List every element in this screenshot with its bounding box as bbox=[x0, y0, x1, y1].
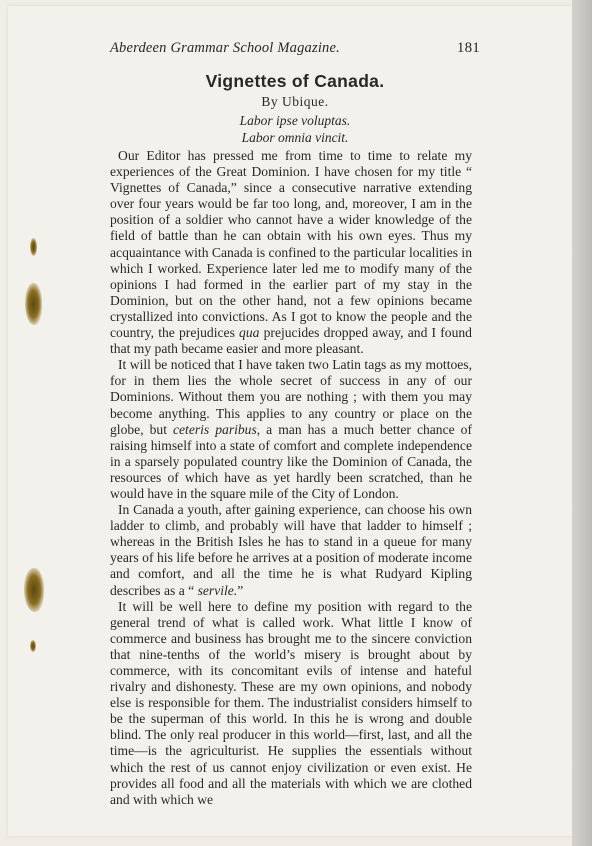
paragraph: Our Editor has pressed me from time to time to relate my experiences of the Great Dominion. I have chosen for my title “ Vignettes of Canada,” since a consecutive narrative extending over four years would be far too long, and, moreover, I am in the position of a soldier who cannot have a wider knowledge of the field of battle than he can obtain with his own eyes. Thus my acquaintance with Canada is confined to the particular localities in which I worked. Experience later led me to modify many of the opinions I had formed in the earlier part of my stay in the Dominion, but on the other hand, not a few opinions became crystallized into convictions. As I got to know the people and the country, the prejudices qua prejucides dropped away, and I found that my path became easier and more pleasant. bbox=[110, 148, 472, 357]
article-body bbox=[110, 148, 472, 808]
article-byline: By Ubique. bbox=[261, 94, 329, 109]
page-edge bbox=[572, 0, 592, 846]
page-number: 181 bbox=[456, 40, 480, 56]
stain-mark-4 bbox=[30, 640, 36, 652]
stain-mark-2 bbox=[25, 283, 42, 325]
motto-first: Labor ipse voluptas. bbox=[239, 113, 351, 128]
journal-title: Aberdeen Grammar School Magazine. bbox=[110, 40, 340, 56]
stain-mark-3 bbox=[24, 568, 44, 612]
paragraph: In Canada a youth, after gaining experience, can choose his own ladder to climb, and probably will have that ladder to himself ; whereas in the British Isles he has to stand in a queue for many years of his life before he arrives at a position of moderate income and comfort, and all the time he is what Rudyard Kipling describes as a “ servile.” bbox=[110, 502, 472, 598]
paragraph: It will be noticed that I have taken two Latin tags as my mottoes, for in them lies the whole secret of success in any of our Dominions. Without them you are nothing ; with them you may become anything. This applies to any country or place on the globe, but ceteris paribus, a man has a much better chance of raising himself into a state of comfort and complete independence in a sparsely populated country like the Dominion of Canada, the resources of which have as yet hardly been scratched, than he would have in the square mile of the City of London. bbox=[110, 357, 472, 501]
running-header bbox=[110, 40, 480, 57]
article-title: Vignettes of Canada. bbox=[205, 71, 385, 91]
motto-second: Labor omnia vincit. bbox=[241, 130, 349, 145]
paragraph: It will be well here to define my position with regard to the general trend of what is called work. What little I know of commerce and business has brought me to the sincere conviction that nine-tenths of the world’s misery is brought about by commerce, with its concomitant evils of intense and hateful rivalry and dishonesty. These are my own opinions, and nobody else is responsible for them. The industrialist considers himself to be the superman of this world. In this he is wrong and double blind. The only real producer in this world—first, last, and all the time—is the agriculturist. He supplies the essentials without which the rest of us cannot enjoy civilization or even exist. He provides all food and all the materials with which we are clothed and with which we bbox=[110, 598, 472, 807]
stain-mark-1 bbox=[30, 238, 37, 256]
